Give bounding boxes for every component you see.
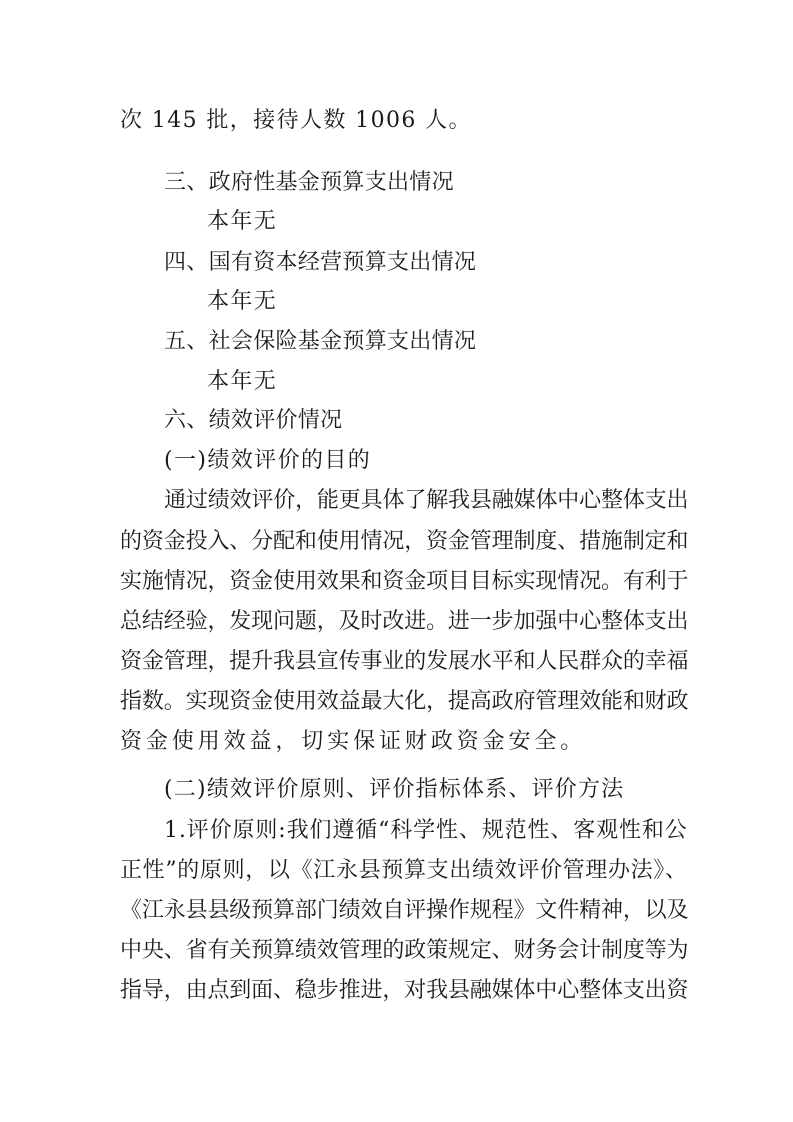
- text-line: 指数。实现资金使用效益最大化，提高政府管理效能和财政: [120, 689, 689, 714]
- text-line: 本年无: [207, 289, 278, 314]
- section-heading: 六、绩效评价情况: [164, 408, 343, 433]
- text-line: 的资金投入、分配和使用情况，资金管理制度、措施制定和: [120, 529, 689, 554]
- text-line: 总结经验，发现问题，及时改进。进一步加强中心整体支出: [120, 609, 689, 634]
- text-line: 《江永县县级预算部门绩效自评操作规程》文件精神，以及: [120, 898, 689, 923]
- text-line: 资金管理，提升我县宣传事业的发展水平和人民群众的幸福: [120, 649, 689, 674]
- text-line: 中央、省有关预算绩效管理的政策规定、财务会计制度等为: [120, 938, 689, 963]
- section-heading: 四、国有资本经营预算支出情况: [164, 250, 477, 275]
- section-heading: 五、社会保险基金预算支出情况: [164, 329, 477, 354]
- text-line: 实施情况，资金使用效果和资金项目目标实现情况。有利于: [120, 569, 689, 594]
- subsection-heading: (二)绩效评价原则、评价指标体系、评价方法: [164, 777, 625, 802]
- text-line: 本年无: [207, 209, 278, 234]
- text-line: 次 145 批，接待人数 1006 人。: [120, 108, 472, 133]
- text-line: 指导，由点到面、稳步推进，对我县融媒体中心整体支出资: [120, 978, 689, 1003]
- text-line: 1.评价原则:我们遵循“科学性、规范性、客观性和公: [164, 818, 688, 843]
- section-heading: 三、政府性基金预算支出情况: [164, 170, 454, 195]
- text-line: 本年无: [207, 369, 278, 394]
- text-line: 通过绩效评价，能更具体了解我县融媒体中心整体支出: [164, 488, 689, 513]
- text-line: 资金使用效益，切实保证财政资金安全。: [120, 729, 587, 754]
- subsection-heading: (一)绩效评价的目的: [164, 448, 372, 473]
- text-line: 正性”的原则，以《江永县预算支出绩效评价管理办法》、: [120, 858, 688, 883]
